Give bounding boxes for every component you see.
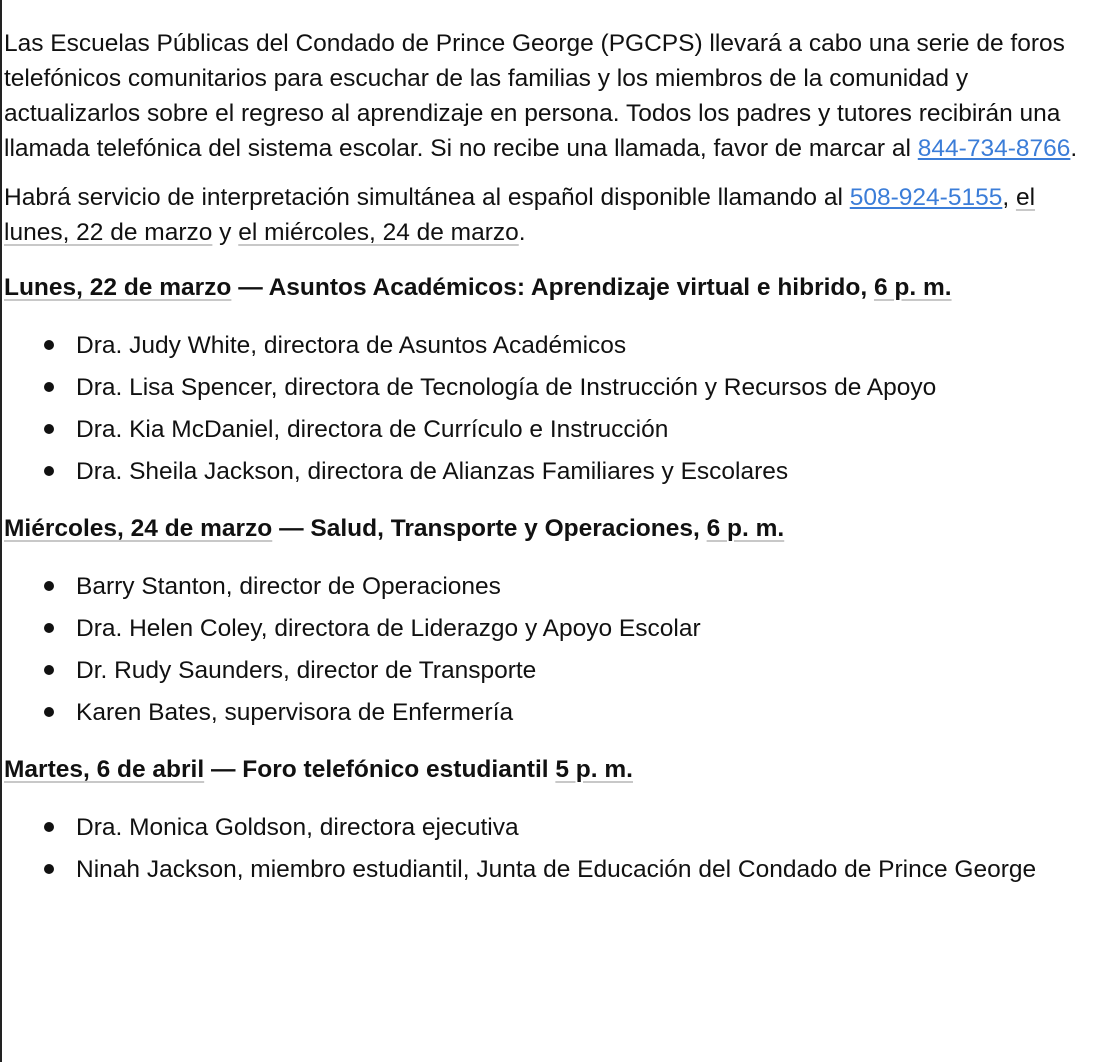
panelist-text: Dr. Rudy Saunders, director de Transporte — [76, 657, 537, 684]
session-topic: Asuntos Académicos: Aprendizaje virtual e hibrido, — [268, 274, 874, 301]
panelist-text: Dra. Monica Goldson, directora ejecutiva — [76, 814, 519, 841]
list-item — [4, 325, 1098, 367]
interpretation-sep: , — [1002, 184, 1016, 211]
bullet-icon — [44, 864, 54, 874]
session-topic: Salud, Transporte y Operaciones, — [310, 515, 707, 542]
list-item — [4, 849, 1098, 891]
session-heading-2 — [4, 511, 1098, 546]
session-dash: — — [204, 756, 243, 783]
bullet-icon — [44, 424, 54, 434]
list-item — [4, 692, 1098, 734]
list-item — [4, 409, 1098, 451]
interpretation-end: . — [518, 219, 526, 246]
session-topic: Foro telefónico estudiantil — [242, 756, 556, 783]
bullet-icon — [44, 822, 54, 832]
intro-paragraph — [4, 26, 1098, 166]
session-heading-3 — [4, 752, 1098, 787]
phone-link-main[interactable]: 844-734-8766 — [917, 135, 1071, 162]
interpretation-paragraph — [4, 180, 1098, 250]
session-date: Miércoles, 24 de marzo — [4, 515, 273, 542]
panelist-text: Dra. Kia McDaniel, directora de Currículo e Instrucción — [76, 416, 669, 443]
session-dash: — — [231, 274, 269, 301]
panelist-list-1 — [4, 325, 1098, 493]
panelist-text: Karen Bates, supervisora de Enfermería — [76, 699, 514, 726]
session-time: 6 p. m. — [873, 274, 952, 301]
panelist-list-2 — [4, 566, 1098, 734]
panelist-list-3 — [4, 807, 1098, 891]
intro-text: Las Escuelas Públicas del Condado de Prince George (PGCPS) llevará a cabo una serie de foros telefónicos comunitarios para escuchar de las familias y los miembros de la comunidad y actualizarlos sobre el regreso al aprendizaje en persona. Todos los padres y tutores recibirán una llamada telefónica del sistema escolar. Si no recibe una llamada, favor de marcar al — [4, 30, 1065, 162]
session-date: Lunes, 22 de marzo — [4, 274, 232, 301]
panelist-text: Dra. Sheila Jackson, directora de Alianzas Familiares y Escolares — [76, 458, 789, 485]
interpretation-date-2: el miércoles, 24 de marzo — [238, 219, 519, 246]
list-item — [4, 367, 1098, 409]
list-item — [4, 807, 1098, 849]
bullet-icon — [44, 707, 54, 717]
list-item — [4, 566, 1098, 608]
list-item — [4, 451, 1098, 493]
session-dash: — — [272, 515, 311, 542]
bullet-icon — [44, 665, 54, 675]
session-date: Martes, 6 de abril — [4, 756, 205, 783]
session-heading-1 — [4, 270, 1098, 305]
bullet-icon — [44, 340, 54, 350]
list-item — [4, 650, 1098, 692]
interpretation-mid: y — [212, 219, 239, 246]
session-time: 5 p. m. — [555, 756, 633, 783]
article-body — [4, 26, 1098, 909]
panelist-text: Dra. Judy White, directora de Asuntos Académicos — [76, 332, 627, 359]
list-item — [4, 608, 1098, 650]
bullet-icon — [44, 623, 54, 633]
bullet-icon — [44, 466, 54, 476]
interpretation-date-1: el lunes, 22 de marzo — [4, 184, 1036, 246]
intro-end: . — [1070, 135, 1078, 162]
session-time: 6 p. m. — [706, 515, 785, 542]
panelist-text: Barry Stanton, director de Operaciones — [76, 573, 501, 600]
interpretation-text: Habrá servicio de interpretación simultánea al español disponible llamando al — [4, 184, 850, 211]
panelist-text: Dra. Helen Coley, directora de Liderazgo y Apoyo Escolar — [76, 615, 701, 642]
bullet-icon — [44, 581, 54, 591]
phone-link-interpretation[interactable]: 508-924-5155 — [849, 184, 1003, 211]
panelist-text: Ninah Jackson, miembro estudiantil, Junta de Educación del Condado de Prince George — [76, 856, 1037, 883]
panelist-text: Dra. Lisa Spencer, directora de Tecnología de Instrucción y Recursos de Apoyo — [76, 374, 937, 401]
bullet-icon — [44, 382, 54, 392]
